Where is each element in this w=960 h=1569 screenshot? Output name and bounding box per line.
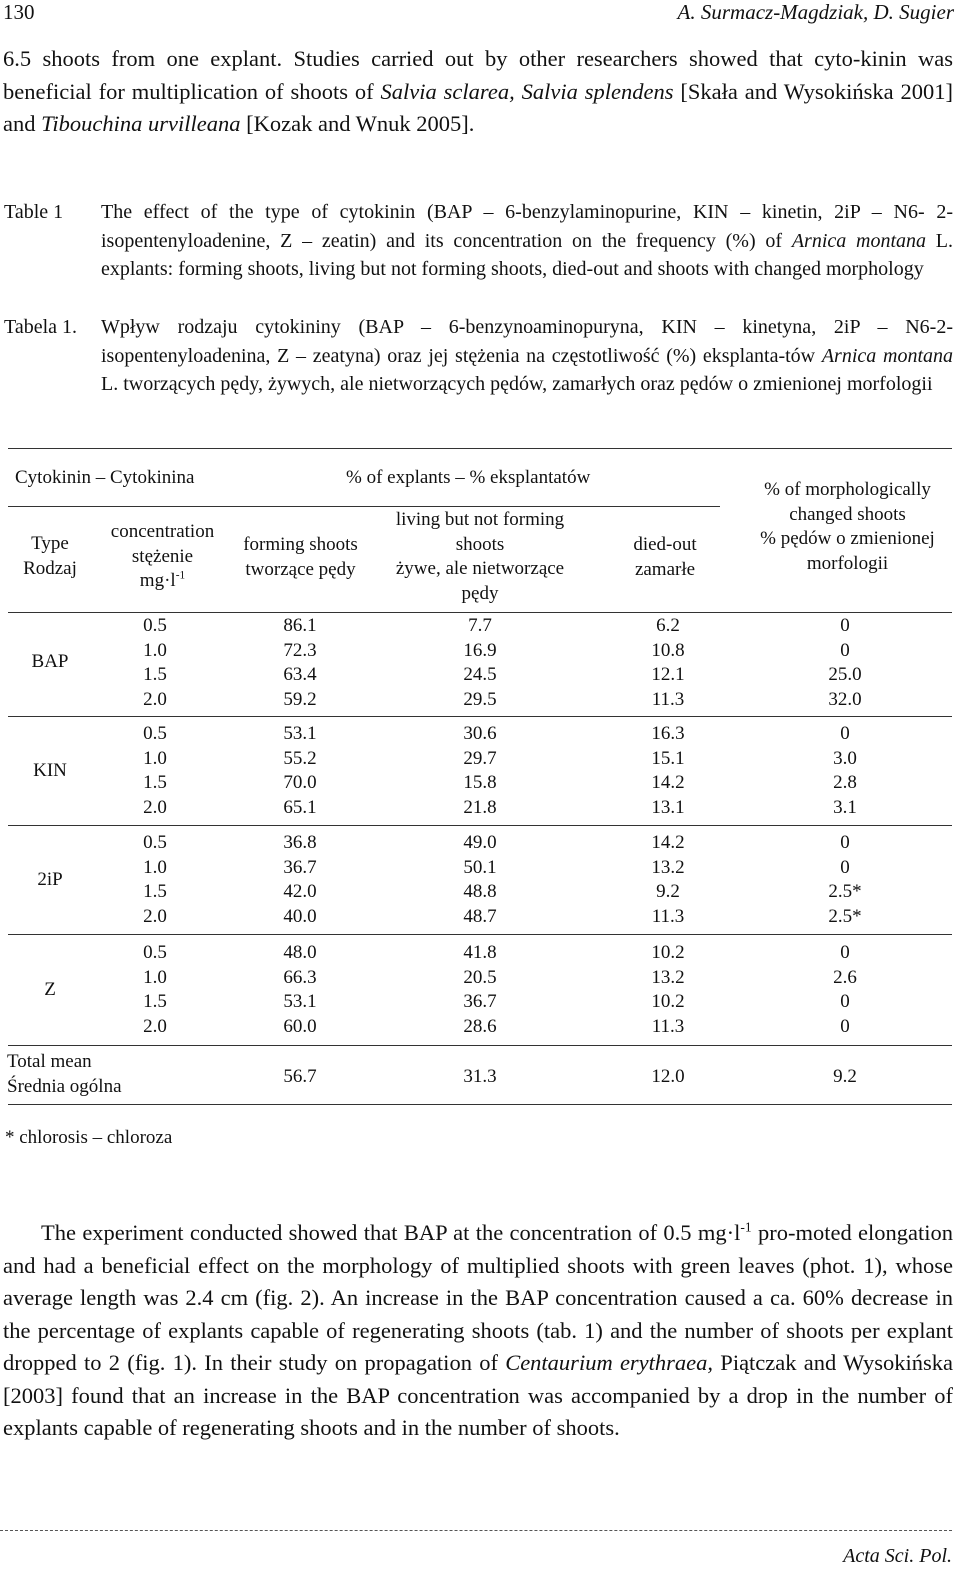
journal-name: Acta Sci. Pol.	[843, 1545, 952, 1567]
header-forming-shoots: forming shoots tworzące pędy	[243, 534, 358, 580]
type-cell: KIN	[33, 760, 67, 781]
type-cell: 2iP	[37, 869, 63, 890]
header-explants: % of explants – % eksplantatów	[346, 467, 591, 488]
total-morph: 9.2	[833, 1066, 857, 1087]
header-type: Type Rodzaj	[23, 533, 77, 579]
forming-cell: 86.1 72.3 63.4 59.2	[283, 615, 317, 710]
total-forming: 56.7	[283, 1066, 317, 1087]
total-mean-label: Total mean Średnia ogólna	[7, 1051, 122, 1097]
forming-cell: 53.1 55.2 70.0 65.1	[283, 723, 317, 818]
morph-cell: 0 0 25.0 32.0	[828, 615, 862, 710]
caption-text-en: The effect of the type of cytokinin (BAP – 6-benzylaminopurine, KIN – kinetin, 2iP – N6- 2-isopentenyloadenine, Z – zeatin) and its concentration on the frequency (%) of Arnica montana L. explants: forming shoots, living but not forming shoots, died-out and shoots with changed morphology	[101, 201, 954, 280]
table-rule-group-bap	[8, 716, 952, 717]
died-cell: 6.2 10.8 12.1 11.3	[651, 615, 685, 710]
footer-rule	[0, 1530, 952, 1531]
table-rule-top	[8, 448, 952, 449]
living-cell: 41.8 20.5 36.7 28.6	[463, 942, 497, 1037]
table-rule-header-bottom	[8, 612, 952, 613]
forming-cell: 48.0 66.3 53.1 60.0	[283, 942, 317, 1037]
table-footnote: * chlorosis – chloroza	[5, 1127, 173, 1148]
table-rule-bottom	[8, 1104, 952, 1105]
header-cytokinin: Cytokinin – Cytokinina	[15, 467, 195, 488]
conc-cell: 0.5 1.0 1.5 2.0	[143, 942, 167, 1037]
table-rule-header-mid	[8, 506, 720, 507]
forming-cell: 36.8 36.7 42.0 40.0	[283, 832, 317, 927]
total-died: 12.0	[651, 1066, 685, 1087]
header-concentration: concentration stężenie $mg\cdot l^{-1}$	[110, 521, 215, 591]
living-cell: 30.6 29.7 15.8 21.8	[463, 723, 497, 818]
body-paragraph: The experiment conducted showed that BAP at the concentration of 0.5 $mg\cdot l^{-1}$ pro-moted elongation and had a beneficial effect on the morphology of multiplied shoots with green leaves (phot. 1), whose average length was 2.4 cm (fig. 2). An increase in the BAP concentration caused a ca. 60% decrease in the percentage of explants capable of regenerating shoots (tab. 1) and the number of shoots per explant dropped to 2 (fig. 1). In their study on propagation of Centaurium erythraea, Piątczak and Wysokińska [2003] found that an increase in the BAP concentration was accompanied by a drop in the number of explants capable of regenerating shoots and in the number of shoots.	[3, 1219, 954, 1440]
died-cell: 14.2 13.2 9.2 11.3	[651, 832, 685, 927]
header-morphologically-changed: % of morphologically changed shoots % pędów o zmienionej morfologii	[760, 479, 935, 574]
header-living-not-forming: living but not forming shoots żywe, ale nietworzące pędy	[395, 509, 565, 604]
header-died-out: died-out zamarłe	[633, 534, 697, 580]
running-head-authors: A. Surmacz-Magdziak, D. Sugier	[677, 0, 954, 24]
type-cell: Z	[44, 979, 56, 1000]
table-rule-group-kin	[8, 825, 952, 826]
total-living: 31.3	[463, 1066, 497, 1087]
living-cell: 49.0 50.1 48.8 48.7	[463, 832, 497, 927]
died-cell: 10.2 13.2 10.2 11.3	[651, 942, 685, 1037]
caption-label-pl: Tabela 1.	[4, 316, 78, 338]
page-number: 130	[3, 0, 35, 24]
morph-cell: 0 2.6 0 0	[833, 942, 857, 1037]
conc-cell: 0.5 1.0 1.5 2.0	[143, 832, 167, 927]
caption-label-en: Table 1	[4, 201, 64, 223]
living-cell: 7.7 16.9 24.5 29.5	[463, 615, 497, 710]
intro-paragraph: 6.5 shoots from one explant. Studies carried out by other researchers showed that cyto-kinin was beneficial for multiplication of shoots of Salvia sclarea, Salvia splendens [Skała and Wysokińska 2001] and Tibouchina urvilleana [Kozak and Wnuk 2005].	[3, 46, 953, 136]
morph-cell: 0 3.0 2.8 3.1	[833, 723, 857, 818]
morph-cell: 0 0 2.5* 2.5*	[828, 832, 862, 927]
conc-cell: 0.5 1.0 1.5 2.0	[143, 615, 167, 710]
table-rule-group-z	[8, 1045, 952, 1046]
type-cell: BAP	[31, 651, 69, 672]
conc-cell: 0.5 1.0 1.5 2.0	[143, 723, 167, 818]
table-rule-group-2ip	[8, 934, 952, 935]
caption-text-pl: Wpływ rodzaju cytokininy (BAP – 6-benzynoaminopuryna, KIN – kinetyna, 2iP – N6-2-isopentenyloadenina, Z – zeatyna) oraz jej stężenia na częstotliwość (%) eksplanta-tów Arnica montana L. tworzących pędy, żywych, ale nietworzących pędów, zamarłych oraz pędów o zmienionej morfologii	[101, 316, 953, 395]
died-cell: 16.3 15.1 14.2 13.1	[651, 723, 685, 818]
